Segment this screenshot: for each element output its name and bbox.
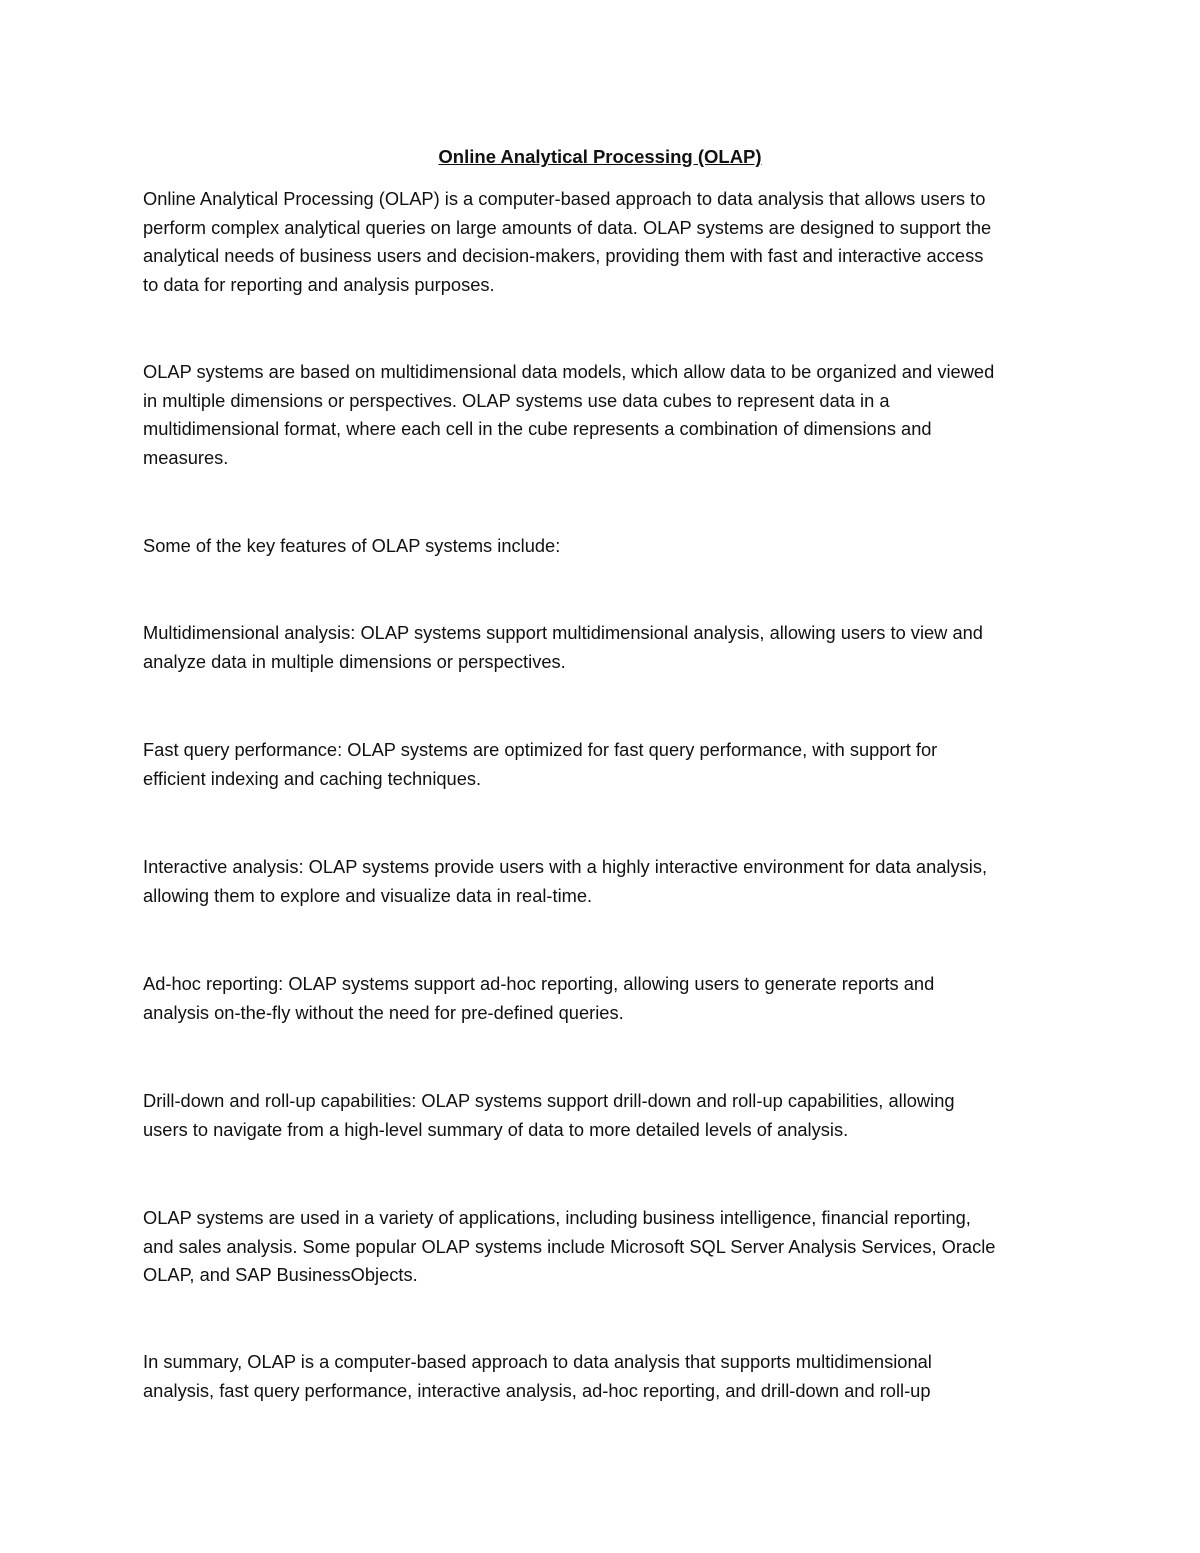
text-line: and sales analysis. Some popular OLAP systems include Microsoft SQL Server Analysis Services, Oracle <box>143 1235 996 1257</box>
text-line: users to navigate from a high-level summary of data to more detailed levels of analysis. <box>143 1118 849 1140</box>
paragraph-olap-intro <box>143 185 1063 300</box>
text-line: multidimensional format, where each cell in the cube represents a combination of dimensions and <box>143 418 932 440</box>
text-line: Some of the key features of OLAP systems include: <box>143 535 561 556</box>
text-line: analytical needs of business users and decision-makers, providing them with fast and interactive access <box>143 245 984 267</box>
paragraph-applications <box>143 1204 1063 1290</box>
text-line: Ad-hoc reporting: OLAP systems support ad-hoc reporting, allowing users to generate reports and <box>143 973 935 994</box>
text-line: efficient indexing and caching techniques. <box>143 767 482 789</box>
text-line: analysis on-the-fly without the need for pre-defined queries. <box>143 1001 624 1023</box>
paragraph-summary <box>143 1348 1063 1405</box>
text-line: In summary, OLAP is a computer-based approach to data analysis that supports multidimensional <box>143 1351 932 1372</box>
text-line: in multiple dimensions or perspectives. OLAP systems use data cubes to represent data in a <box>143 389 890 411</box>
text-line: allowing them to explore and visualize data in real-time. <box>143 884 593 906</box>
text-line: Online Analytical Processing (OLAP) is a computer-based approach to data analysis that allows users to <box>143 188 986 209</box>
paragraph-feature-drilldown <box>143 1087 1063 1144</box>
text-line: measures. <box>143 447 229 469</box>
paragraph-feature-adhoc <box>143 970 1063 1027</box>
text-line: Interactive analysis: OLAP systems provide users with a highly interactive environment for data analysis, <box>143 856 988 877</box>
text-line: OLAP systems are used in a variety of applications, including business intelligence, financial reporting, <box>143 1207 971 1228</box>
text-line: OLAP systems are based on multidimensional data models, which allow data to be organized and viewed <box>143 361 995 382</box>
text-line: analysis, fast query performance, interactive analysis, ad-hoc reporting, and drill-down and roll-up <box>143 1379 931 1401</box>
text-line: OLAP, and SAP BusinessObjects. <box>143 1264 418 1286</box>
text-line: analyze data in multiple dimensions or perspectives. <box>143 650 566 672</box>
paragraph-feature-fast-query <box>143 736 1063 793</box>
document-title: Online Analytical Processing (OLAP) <box>438 146 762 167</box>
text-line: perform complex analytical queries on large amounts of data. OLAP systems are designed to support the <box>143 216 992 238</box>
text-line: Fast query performance: OLAP systems are optimized for fast query performance, with support for <box>143 739 938 760</box>
text-line: Multidimensional analysis: OLAP systems support multidimensional analysis, allowing users to view and <box>143 622 983 643</box>
text-line: Drill-down and roll-up capabilities: OLAP systems support drill-down and roll-up capabilities, allowing <box>143 1090 955 1111</box>
paragraph-multidimensional-models <box>143 358 1063 473</box>
paragraph-key-features-intro <box>143 532 1063 561</box>
text-line: to data for reporting and analysis purposes. <box>143 274 495 296</box>
paragraph-feature-interactive <box>143 853 1063 910</box>
paragraph-feature-multidimensional <box>143 619 1063 676</box>
